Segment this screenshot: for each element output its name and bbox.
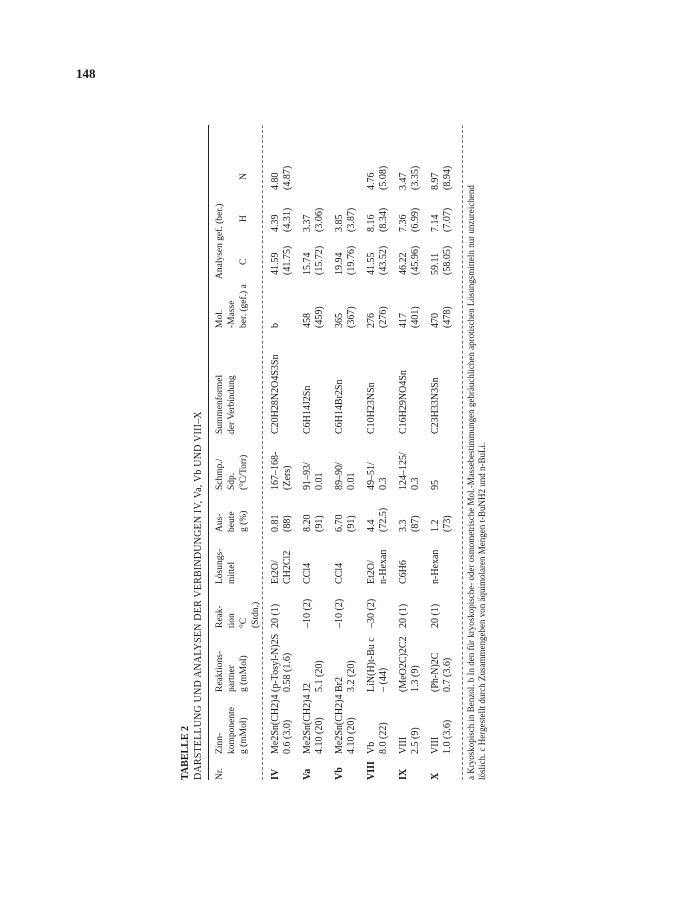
- cell-summenformel-line: C10H23NSn: [366, 382, 377, 434]
- header-rule: [262, 125, 263, 780]
- cell-loesungsmittel-line: n-Hexan: [378, 549, 389, 584]
- header-ausbeute-line: g (%): [239, 510, 249, 532]
- cell-schmp-line: 0.3: [410, 477, 421, 490]
- cell-loesungsmittel: [430, 550, 442, 584]
- cell-summenformel-line: C6H14Br2Sn: [334, 379, 345, 434]
- cell-zinnkomponente-line: Me2Sn(CH2)4: [270, 694, 281, 754]
- header-reaktion-line: tion: [227, 613, 237, 628]
- cell-ausbeute-line: 1.2: [430, 519, 441, 532]
- header-schmp-line: (°C/Torr): [239, 454, 249, 490]
- cell-summenformel: [398, 370, 410, 434]
- cell-analyse-n: [366, 166, 390, 190]
- header-loesungsmittel-line: Lösungs-: [215, 548, 225, 584]
- cell-nr: [366, 761, 378, 780]
- cell-analyse-h: [398, 208, 422, 232]
- cell-mol-masse: [334, 306, 358, 328]
- cell-zinnkomponente-line: 1.0 (3.6): [442, 719, 453, 754]
- cell-nr-line: Va: [302, 768, 313, 780]
- cell-nr: [398, 769, 410, 780]
- cell-schmp-line: (Zers): [282, 465, 293, 490]
- cell-nr: [302, 769, 314, 780]
- cell-mol-masse-line: (459): [314, 306, 325, 328]
- cell-analyse-h-line: (7.07): [442, 207, 453, 232]
- cell-mol-masse-line: (367): [346, 306, 357, 328]
- cell-analyse-c-line: (41.75): [282, 245, 293, 275]
- cell-reaktionspartner-line: (Ph-N)2C: [430, 652, 441, 692]
- cell-reaktion: [366, 599, 378, 628]
- cell-summenformel-line: C23H33N3Sn: [430, 377, 441, 434]
- cell-reaktionspartner-line: 3.2 (20): [346, 660, 357, 692]
- cell-analyse-c-line: 59.11: [430, 252, 441, 275]
- cell-reaktionspartner-line: 0.7 (3.6): [442, 657, 453, 692]
- header-zinnkomponente-line: komponente: [227, 707, 237, 754]
- cell-reaktionspartner-line: 5.1 (20): [314, 660, 325, 692]
- cell-mol-masse: [366, 306, 390, 328]
- cell-analyse-c-line: (19.76): [346, 245, 357, 275]
- cell-analyse-c-line: (58.05): [442, 245, 453, 275]
- bottom-rule: [462, 125, 463, 780]
- cell-analyse-n-line: 3.47: [398, 172, 409, 190]
- cell-zinnkomponente: [430, 720, 454, 754]
- cell-reaktion-line: 20 (1): [398, 603, 409, 628]
- cell-zinnkomponente-line: VIII: [398, 736, 409, 754]
- cell-reaktion: [270, 604, 282, 628]
- cell-nr-line: Vb: [334, 767, 345, 780]
- header-mol-masse-line: Mol.: [215, 309, 225, 328]
- cell-mol-masse-line: 470: [430, 313, 441, 328]
- footnote-2: löslich. c Hergestellt durch Zusammengeben von äquimolaren Mengen t-BuNH2 und n-BuLi.: [477, 442, 487, 780]
- cell-reaktionspartner: [430, 653, 454, 692]
- header-ausbeute-line: Aus-: [215, 513, 225, 532]
- cell-nr-line: VIII: [366, 761, 377, 780]
- cell-nr-line: X: [430, 772, 441, 780]
- header-reaktionspartner-line: g (mMol): [239, 655, 249, 692]
- header-loesungsmittel-line: mittel: [227, 561, 237, 584]
- cell-ausbeute: [366, 508, 390, 532]
- cell-analyse-n-line: (8.94): [442, 165, 453, 190]
- header-zinnkomponente-line: g (mMol): [239, 717, 249, 754]
- cell-reaktionspartner-line: – (44): [378, 667, 389, 692]
- cell-reaktionspartner-line: 1.3 (9): [410, 665, 421, 692]
- footnote-1: a Kryoskopisch in Benzol. b In den für kryoskopische- oder osmometrische Mol.-Massebestimmungen gebräuchlichen aprotischen Lösungsmitteln nur unzureichend: [466, 185, 476, 780]
- cell-analyse-c-line: 19.94: [334, 252, 345, 275]
- cell-reaktionspartner: [366, 637, 390, 692]
- cell-loesungsmittel: [270, 551, 294, 584]
- cell-zinnkomponente-line: Me2Sn(CH2)4: [334, 694, 345, 754]
- cell-zinnkomponente: [302, 695, 326, 754]
- table-label: TABELLE 2: [180, 726, 191, 780]
- cell-analyse-c: [334, 246, 358, 275]
- cell-analyse-h-line: 7.36: [398, 214, 409, 232]
- cell-summenformel-line: C16H29NO4Sn: [398, 370, 409, 434]
- cell-reaktionspartner-line: J2: [302, 683, 313, 692]
- cell-reaktion-line: –10 (2): [302, 598, 313, 628]
- cell-ausbeute-line: (88): [282, 515, 293, 532]
- cell-analyse-c: [366, 246, 390, 275]
- cell-ausbeute-line: 6.70: [334, 514, 345, 532]
- cell-analyse-c: [270, 246, 294, 275]
- cell-reaktion: [430, 604, 442, 628]
- cell-schmp: [270, 452, 294, 490]
- cell-analyse-c-line: 46.22: [398, 252, 409, 275]
- cell-mol-masse-line: 276: [366, 313, 377, 328]
- header-schmp-line: Schmp./: [215, 458, 225, 490]
- cell-analyse-h-line: (8.34): [378, 207, 389, 232]
- cell-analyse-n: [270, 166, 294, 190]
- rotated-table-container: [180, 120, 510, 780]
- cell-analyse-h-line: (3.06): [314, 207, 325, 232]
- cell-mol-masse: [398, 306, 422, 328]
- cell-mol-masse-line: (276): [378, 306, 389, 328]
- cell-mol-masse-line: 417: [398, 313, 409, 328]
- cell-ausbeute: [270, 515, 294, 533]
- cell-reaktionspartner: [302, 660, 326, 692]
- cell-schmp-line: 0.01: [346, 472, 357, 490]
- header-mol-masse: [214, 284, 250, 328]
- cell-ausbeute-line: 0.81: [270, 514, 281, 532]
- cell-loesungsmittel: [302, 563, 314, 584]
- cell-reaktion: [302, 599, 314, 628]
- cell-loesungsmittel-line: C6H6: [398, 560, 409, 584]
- cell-analyse-h: [366, 208, 390, 232]
- header-h-line: H: [239, 215, 249, 222]
- cell-ausbeute: [302, 515, 326, 533]
- cell-analyse-h-line: 7.14: [430, 214, 441, 232]
- cell-mol-masse-line: (401): [410, 306, 421, 328]
- cell-analyse-c: [302, 246, 326, 275]
- cell-analyse-c-line: 15.74: [302, 252, 313, 275]
- cell-mol-masse-line: (478): [442, 306, 453, 328]
- cell-loesungsmittel-line: Et2O/: [366, 560, 377, 584]
- cell-analyse-n: [398, 166, 422, 190]
- cell-analyse-n-line: 8.97: [430, 172, 441, 190]
- cell-loesungsmittel: [366, 550, 390, 584]
- cell-zinnkomponente-line: 4.10 (20): [314, 717, 325, 754]
- cell-analyse-n-line: 4.80: [270, 172, 281, 190]
- cell-summenformel-line: C6H14J2Sn: [302, 385, 313, 434]
- cell-mol-masse-line: 365: [334, 313, 345, 328]
- cell-analyse-c: [430, 246, 454, 275]
- table-caption: DARSTELLUNG UND ANALYSEN DER VERBINDUNGEN IV, Va, Vb UND VIII–X: [193, 411, 204, 780]
- cell-reaktion-line: 20 (1): [430, 603, 441, 628]
- cell-loesungsmittel-line: n-Hexan: [430, 549, 441, 584]
- header-nr: [214, 768, 226, 780]
- cell-analyse-n-line: 4.76: [366, 172, 377, 190]
- cell-reaktionspartner: [398, 636, 422, 692]
- cell-analyse-h-line: (4.31): [282, 207, 293, 232]
- header-reaktion: [214, 602, 262, 628]
- header-analysen: [214, 204, 226, 279]
- cell-analyse-h-line: 3.37: [302, 214, 313, 232]
- cell-analyse-h-line: (3.87): [346, 207, 357, 232]
- cell-schmp-line: 0.3: [378, 477, 389, 490]
- cell-mol-masse: [270, 323, 282, 328]
- cell-reaktionspartner-line: (p-Tosyl-N)2S: [270, 633, 281, 692]
- cell-zinnkomponente-line: 4.10 (20): [346, 717, 357, 754]
- cell-reaktionspartner: [270, 634, 294, 692]
- cell-nr-line: IV: [270, 768, 281, 780]
- header-reaktionspartner-line: Reaktions-: [215, 650, 225, 692]
- header-zinnkomponente-line: Zinn-: [215, 732, 225, 754]
- cell-analyse-h-line: (6.99): [410, 207, 421, 232]
- header-summenformel: [214, 375, 238, 434]
- cell-analyse-c-line: 41.55: [366, 252, 377, 275]
- cell-mol-masse-line: b: [270, 323, 281, 328]
- cell-analyse-h: [430, 208, 454, 232]
- cell-schmp: [334, 462, 358, 490]
- cell-ausbeute: [398, 515, 422, 532]
- cell-analyse-n: [430, 166, 454, 190]
- cell-zinnkomponente-line: Me2Sn(CH2)4: [302, 694, 313, 754]
- cell-loesungsmittel-line: CH2Cl2: [282, 550, 293, 584]
- cell-analyse-h-line: 8.16: [366, 214, 377, 232]
- header-loesungsmittel: [214, 549, 238, 584]
- cell-ausbeute: [334, 515, 358, 533]
- cell-loesungsmittel: [398, 560, 410, 584]
- header-ausbeute-line: beute: [227, 511, 237, 532]
- cell-schmp-line: 95: [430, 480, 441, 490]
- cell-ausbeute-line: 4.4: [366, 519, 377, 532]
- cell-schmp: [302, 462, 326, 490]
- cell-analyse-h: [334, 208, 358, 232]
- cell-analyse-h-line: 3.85: [334, 214, 345, 232]
- cell-ausbeute-line: (87): [410, 515, 421, 532]
- cell-ausbeute-line: (72.5): [378, 507, 389, 532]
- cell-schmp-line: 0.01: [314, 472, 325, 490]
- cell-analyse-n-line: (4.87): [282, 165, 293, 190]
- cell-reaktion-line: 20 (1): [270, 603, 281, 628]
- cell-schmp: [398, 452, 422, 490]
- top-rule: [208, 125, 209, 780]
- cell-ausbeute-line: (91): [314, 515, 325, 532]
- cell-analyse-c-line: 41.59: [270, 252, 281, 275]
- cell-summenformel: [270, 355, 282, 434]
- cell-reaktion: [334, 599, 346, 628]
- cell-analyse-c: [398, 246, 422, 275]
- cell-analyse-h: [270, 208, 294, 232]
- cell-analyse-n-line: (5.08): [378, 165, 389, 190]
- cell-summenformel: [366, 382, 378, 434]
- cell-schmp-line: 167–168-: [270, 451, 281, 490]
- cell-nr: [430, 773, 442, 780]
- cell-mol-masse: [430, 306, 454, 328]
- header-nr-line: Nr.: [215, 768, 225, 780]
- cell-ausbeute-line: 3.3: [398, 519, 409, 532]
- header-schmp-line: Sdp.: [227, 472, 237, 490]
- cell-ausbeute: [430, 515, 454, 532]
- cell-nr: [334, 767, 346, 780]
- header-zinnkomponente: [214, 707, 250, 754]
- cell-summenformel: [302, 386, 314, 434]
- cell-analyse-c-line: (45.96): [410, 245, 421, 275]
- cell-nr: [270, 769, 282, 780]
- cell-summenformel: [334, 380, 346, 434]
- cell-loesungsmittel-line: CCl4: [334, 562, 345, 584]
- cell-analyse-h: [302, 208, 326, 232]
- cell-schmp-line: 91–93/: [302, 462, 313, 490]
- header-summenformel-line: der Verbindung: [227, 375, 237, 434]
- header-reaktion-line: Reak-: [215, 605, 225, 628]
- cell-analyse-c-line: (43.52): [378, 245, 389, 275]
- header-ausbeute: [214, 511, 250, 532]
- header-h: [238, 215, 250, 222]
- cell-reaktionspartner-line: (MeO2C)2C2: [398, 636, 409, 692]
- cell-zinnkomponente: [270, 695, 294, 754]
- header-reaktionspartner: [214, 651, 250, 692]
- page-number: 148: [76, 66, 96, 81]
- cell-loesungsmittel-line: CCl4: [302, 562, 313, 584]
- cell-reaktionspartner-line: LiN(H)t-Bu c: [366, 637, 377, 692]
- cell-reaktion-line: –10 (2): [334, 598, 345, 628]
- cell-zinnkomponente-line: Vb: [366, 741, 377, 754]
- cell-schmp-line: 124–125/: [398, 452, 409, 490]
- cell-reaktionspartner: [334, 660, 358, 692]
- cell-analyse-n-line: (3.35): [410, 165, 421, 190]
- header-c-line: C: [239, 258, 249, 265]
- cell-reaktionspartner-line: 0.58 (1.6): [282, 652, 293, 692]
- header-mol-masse-line: ber. (gef.) a: [239, 284, 249, 328]
- cell-reaktionspartner-line: Br2: [334, 677, 345, 692]
- cell-zinnkomponente: [366, 722, 390, 754]
- cell-mol-masse: [302, 306, 326, 328]
- cell-summenformel: [430, 377, 442, 434]
- header-reaktionspartner-line: partner: [227, 665, 237, 692]
- cell-schmp: [430, 480, 442, 490]
- cell-schmp-line: 89–90/: [334, 462, 345, 490]
- cell-analyse-c-line: (15.72): [314, 245, 325, 275]
- cell-schmp: [366, 462, 390, 490]
- cell-zinnkomponente-line: VIII: [430, 736, 441, 754]
- cell-loesungsmittel: [334, 563, 346, 584]
- header-reaktion-line: (Stdn.): [251, 601, 261, 628]
- cell-loesungsmittel-line: Et2O/: [270, 560, 281, 584]
- cell-zinnkomponente: [398, 727, 422, 754]
- header-summenformel-line: Summenformel: [215, 374, 225, 434]
- cell-zinnkomponente: [334, 695, 358, 754]
- cell-analyse-h-line: 4.39: [270, 214, 281, 232]
- cell-zinnkomponente-line: 0.6 (3.0): [282, 719, 293, 754]
- header-reaktion-line: °C: [239, 617, 249, 628]
- cell-zinnkomponente-line: 2.5 (9): [410, 727, 421, 754]
- cell-nr-line: IX: [398, 768, 409, 780]
- header-c: [238, 259, 250, 265]
- cell-zinnkomponente-line: 8.0 (22): [378, 722, 389, 754]
- table-footnotes: [466, 120, 488, 780]
- header-mol-masse-line: -Masse: [227, 300, 237, 328]
- cell-reaktion-line: –30 (2): [366, 598, 377, 628]
- cell-reaktion: [398, 604, 410, 628]
- cell-ausbeute-line: 8.20: [302, 514, 313, 532]
- header-analysen-line: Analysen gef. (ber.): [215, 203, 225, 279]
- cell-summenformel-line: C20H28N2O4S3Sn: [270, 354, 281, 434]
- cell-mol-masse-line: 458: [302, 313, 313, 328]
- header-n: [238, 173, 250, 180]
- header-schmp: [214, 455, 250, 490]
- header-n-line: N: [239, 173, 249, 180]
- cell-schmp-line: 49–51/: [366, 462, 377, 490]
- cell-ausbeute-line: (91): [346, 515, 357, 532]
- cell-ausbeute-line: (73): [442, 515, 453, 532]
